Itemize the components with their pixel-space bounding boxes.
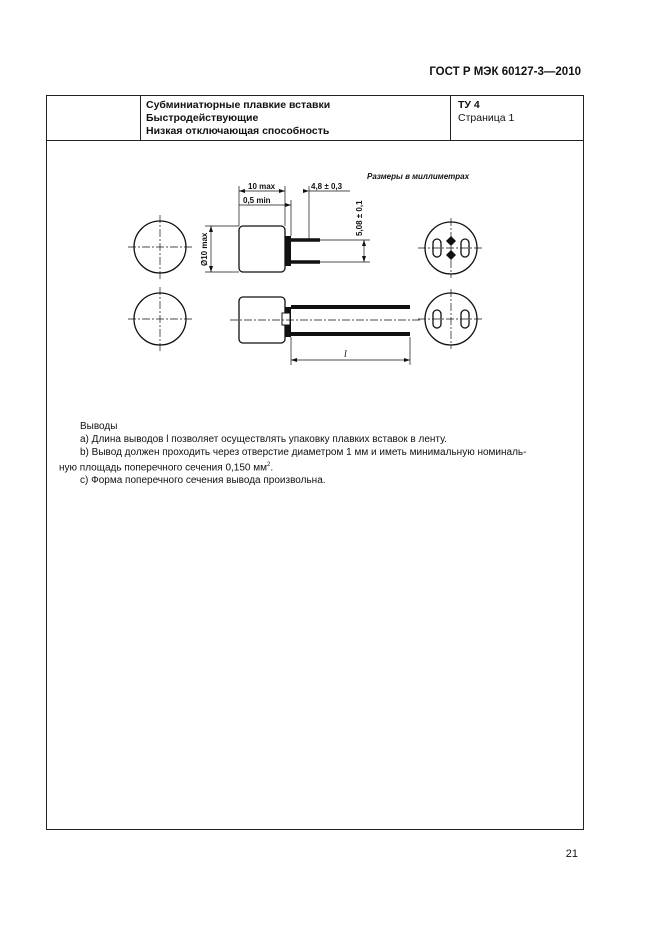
note-b-superscript: 2 xyxy=(267,462,271,468)
notes-heading: Выводы xyxy=(80,421,118,432)
dim-diameter: Ø10 max xyxy=(200,232,209,266)
note-b-end: . xyxy=(270,462,274,474)
title-block xyxy=(47,96,583,141)
units-note: Размеры в миллиметрах xyxy=(367,172,470,181)
dim-lead-length: l xyxy=(344,349,347,360)
note-b-text: ную площадь поперечного сечения 0,150 мм xyxy=(59,462,267,474)
page-number: 21 xyxy=(565,848,578,860)
notes-section xyxy=(59,420,579,487)
title-line-3: Низкая отключающая способность xyxy=(146,125,330,137)
note-a: a) Длина выводов l позволяет осуществлять упаковку плавких вставок в ленту. xyxy=(80,434,447,445)
dim-pitch: 5,08 ± 0,1 xyxy=(355,200,364,236)
sheet-code: ТУ 4 xyxy=(458,99,480,111)
fuse-body-top xyxy=(239,226,285,272)
title-block-description xyxy=(141,96,451,140)
title-line-2: Быстродействующие xyxy=(146,112,259,124)
sheet-page: Страница 1 xyxy=(458,112,515,124)
standard-code: ГОСТ Р МЭК 60127-3—2010 xyxy=(429,66,581,78)
dim-gap-min: 0,5 min xyxy=(243,196,271,205)
dim-length-max: 10 max xyxy=(248,182,276,191)
title-block-empty-cell xyxy=(47,96,141,140)
title-block-sheet xyxy=(451,96,583,140)
dim-lead-offset: 4,8 ± 0,3 xyxy=(311,182,343,191)
note-b-line-1: b) Вывод должен проходить через отверстие диаметром 1 мм и иметь минимальную номиналь- xyxy=(80,447,527,458)
title-line-1: Субминиатюрные плавкие вставки xyxy=(146,99,331,111)
note-c: c) Форма поперечного сечения вывода произвольна. xyxy=(80,475,326,487)
note-b-line-2 xyxy=(59,459,579,474)
fuse-technical-drawing xyxy=(100,160,500,380)
lead-base-top xyxy=(285,236,291,266)
